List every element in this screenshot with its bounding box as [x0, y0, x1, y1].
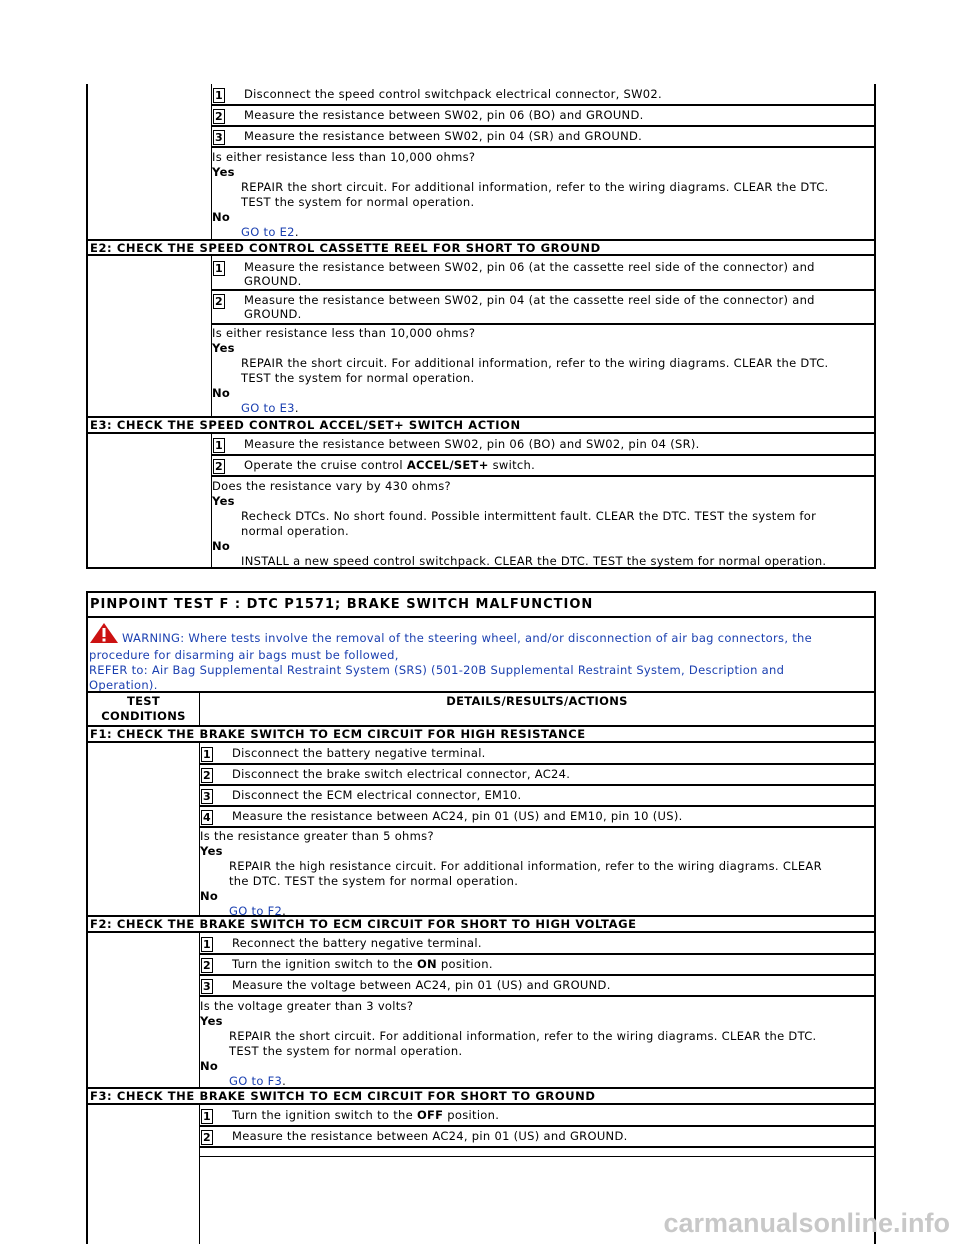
question: Is either resistance less than 10,000 ohms?: [212, 150, 476, 164]
step-text: Reconnect the battery negative terminal.: [232, 936, 482, 950]
question: Is the resistance greater than 5 ohms?: [200, 829, 434, 843]
step-row: [200, 765, 874, 784]
step-text-line: Measure the resistance between SW02, pin 06 (at the cassette reel side of the connector) and: [244, 260, 815, 274]
step-row: [212, 291, 874, 323]
section-header-e3: E3: CHECK THE SPEED CONTROL ACCEL/SET+ SWITCH ACTION: [90, 418, 521, 432]
step-text: [244, 293, 862, 321]
step-text: Measure the resistance between AC24, pin 01 (US) and EM10, pin 10 (US).: [232, 809, 683, 823]
section-header-f3: F3: CHECK THE BRAKE SWITCH TO ECM CIRCUIT FOR SHORT TO GROUND: [90, 1089, 596, 1103]
punctuation: .: [294, 401, 299, 415]
pinpoint-test-f-table: [86, 591, 876, 1244]
step-number: 1: [201, 1109, 213, 1124]
step-row: [200, 976, 874, 995]
step-text: Disconnect the battery negative terminal.: [232, 746, 486, 760]
yes-text: REPAIR the high resistance circuit. For additional information, refer to the wiring diagrams. CLEAR: [229, 859, 822, 873]
question-answer-block: [200, 829, 862, 919]
step-text: [232, 1108, 862, 1122]
yes-label: Yes: [200, 1014, 223, 1028]
punctuation: .: [282, 904, 287, 918]
step-number: 2: [201, 958, 213, 973]
step-number: 2: [213, 459, 225, 474]
yes-text: REPAIR the short circuit. For additional information, refer to the wiring diagrams. CLEAR the DTC.: [229, 1029, 817, 1043]
step-text: Measure the resistance between SW02, pin 04 (SR) and GROUND.: [244, 129, 643, 143]
step-row: [212, 127, 874, 146]
yes-text: TEST the system for normal operation.: [229, 1044, 463, 1058]
column-header-line: CONDITIONS: [101, 709, 186, 723]
step-text: [244, 260, 862, 288]
go-to-f2-link[interactable]: GO to F2: [229, 904, 283, 918]
accel-set-switch-label: ACCEL/SET+: [406, 458, 489, 472]
step-text: [244, 458, 862, 472]
warning-icon: [89, 622, 119, 648]
refer-to-srs-link[interactable]: Operation).: [89, 678, 158, 692]
warning-text: procedure for disarming air bags must be followed,: [89, 648, 399, 662]
question-answer-block: [200, 999, 862, 1089]
step-row: [212, 106, 874, 125]
step-row: [200, 1106, 874, 1125]
question: Is either resistance less than 10,000 ohms?: [212, 326, 476, 340]
yes-text: TEST the system for normal operation.: [241, 371, 475, 385]
ignition-on-label: ON: [416, 957, 437, 971]
question: Does the resistance vary by 430 ohms?: [212, 479, 451, 493]
yes-label: Yes: [200, 844, 223, 858]
step-text: Measure the voltage between AC24, pin 01 (US) and GROUND.: [232, 978, 611, 992]
watermark: carmanualsonline.info: [663, 1208, 950, 1238]
column-header-details: DETAILS/RESULTS/ACTIONS: [446, 694, 628, 708]
step-text: Measure the resistance between SW02, pin 06 (BO) and GROUND.: [244, 108, 644, 122]
ignition-off-label: OFF: [416, 1108, 444, 1122]
step-text-part: Operate the cruise control: [244, 458, 407, 472]
punctuation: .: [294, 225, 299, 239]
step-number: 3: [201, 979, 213, 994]
go-to-e3-link[interactable]: GO to E3: [241, 401, 295, 415]
step-number: 3: [213, 130, 225, 145]
yes-text: TEST the system for normal operation.: [241, 195, 475, 209]
section-header-e2: E2: CHECK THE SPEED CONTROL CASSETTE REEL FOR SHORT TO GROUND: [90, 241, 601, 255]
step-row: [200, 955, 874, 974]
question-answer-block: [212, 326, 862, 416]
step-text-part: switch.: [488, 458, 536, 472]
step-text: Disconnect the brake switch electrical connector, AC24.: [232, 767, 571, 781]
step-text: Disconnect the speed control switchpack electrical connector, SW02.: [244, 87, 662, 101]
step-number: 1: [201, 937, 213, 952]
no-label: No: [200, 889, 219, 903]
step-number: 2: [201, 768, 213, 783]
refer-to-srs-link[interactable]: REFER to: Air Bag Supplemental Restraint System (SRS) (501-20B Supplemental Restraint System, Description and: [89, 663, 785, 677]
no-label: No: [212, 386, 231, 400]
question-answer-block: [212, 150, 862, 240]
yes-text: normal operation.: [241, 524, 349, 538]
step-text-part: position.: [436, 957, 493, 971]
no-label: No: [212, 210, 231, 224]
yes-text: REPAIR the short circuit. For additional information, refer to the wiring diagrams. CLEAR the DTC.: [241, 180, 829, 194]
yes-label: Yes: [212, 165, 235, 179]
step-row: [212, 456, 874, 475]
step-text-line: GROUND.: [244, 307, 302, 321]
step-row: [200, 1127, 874, 1146]
step-text: Disconnect the ECM electrical connector, EM10.: [232, 788, 522, 802]
step-row: [200, 807, 874, 826]
pinpoint-test-title: PINPOINT TEST F : DTC P1571; BRAKE SWITCH MALFUNCTION: [90, 597, 594, 612]
question-answer-block: [212, 479, 862, 569]
question: Is the voltage greater than 3 volts?: [200, 999, 414, 1013]
step-row: [200, 934, 874, 953]
no-label: No: [200, 1059, 219, 1073]
step-text-line: GROUND.: [244, 274, 302, 288]
step-number: 2: [201, 1130, 213, 1145]
warning-block: [89, 622, 868, 693]
go-to-e2-link[interactable]: GO to E2: [241, 225, 295, 239]
section-header-f2: F2: CHECK THE BRAKE SWITCH TO ECM CIRCUIT FOR SHORT TO HIGH VOLTAGE: [90, 917, 637, 931]
step-row: [200, 744, 874, 763]
yes-text: REPAIR the short circuit. For additional information, refer to the wiring diagrams. CLEAR the DTC.: [241, 356, 829, 370]
step-number: 1: [213, 261, 225, 276]
yes-text: the DTC. TEST the system for normal operation.: [229, 874, 519, 888]
step-number: 2: [213, 294, 225, 309]
step-number: 1: [201, 747, 213, 762]
step-text: [232, 957, 862, 971]
step-number: 4: [201, 810, 213, 825]
step-number: 1: [213, 88, 225, 103]
step-row: [212, 258, 874, 290]
step-number: 3: [201, 789, 213, 804]
step-text: Measure the resistance between SW02, pin 06 (BO) and SW02, pin 04 (SR).: [244, 437, 700, 451]
step-row: [212, 85, 874, 104]
step-number: 1: [213, 438, 225, 453]
yes-text: Recheck DTCs. No short found. Possible intermittent fault. CLEAR the DTC. TEST the system for: [241, 509, 817, 523]
yes-label: Yes: [212, 341, 235, 355]
step-row: [212, 435, 874, 454]
step-row: [200, 786, 874, 805]
section-header-f1: F1: CHECK THE BRAKE SWITCH TO ECM CIRCUIT FOR HIGH RESISTANCE: [90, 727, 586, 741]
top-test-table: [86, 84, 876, 569]
step-text-part: Turn the ignition switch to the: [232, 957, 417, 971]
step-text-line: Measure the resistance between SW02, pin 04 (at the cassette reel side of the connector) and: [244, 293, 815, 307]
punctuation: .: [282, 1074, 287, 1088]
step-text-part: Turn the ignition switch to the: [232, 1108, 417, 1122]
step-number: 2: [213, 109, 225, 124]
warning-text: WARNING: Where tests involve the removal of the steering wheel, and/or disconnection of air bag connectors, the: [122, 631, 813, 645]
step-text-part: position.: [443, 1108, 500, 1122]
go-to-f3-link[interactable]: GO to F3: [229, 1074, 283, 1088]
no-label: No: [212, 539, 231, 553]
no-text: INSTALL a new speed control switchpack. CLEAR the DTC. TEST the system for normal operation.: [241, 554, 827, 568]
yes-label: Yes: [212, 494, 235, 508]
column-header-test-conditions: [88, 694, 199, 724]
column-header-line: TEST: [126, 694, 161, 708]
step-text: Measure the resistance between AC24, pin 01 (US) and GROUND.: [232, 1129, 628, 1143]
